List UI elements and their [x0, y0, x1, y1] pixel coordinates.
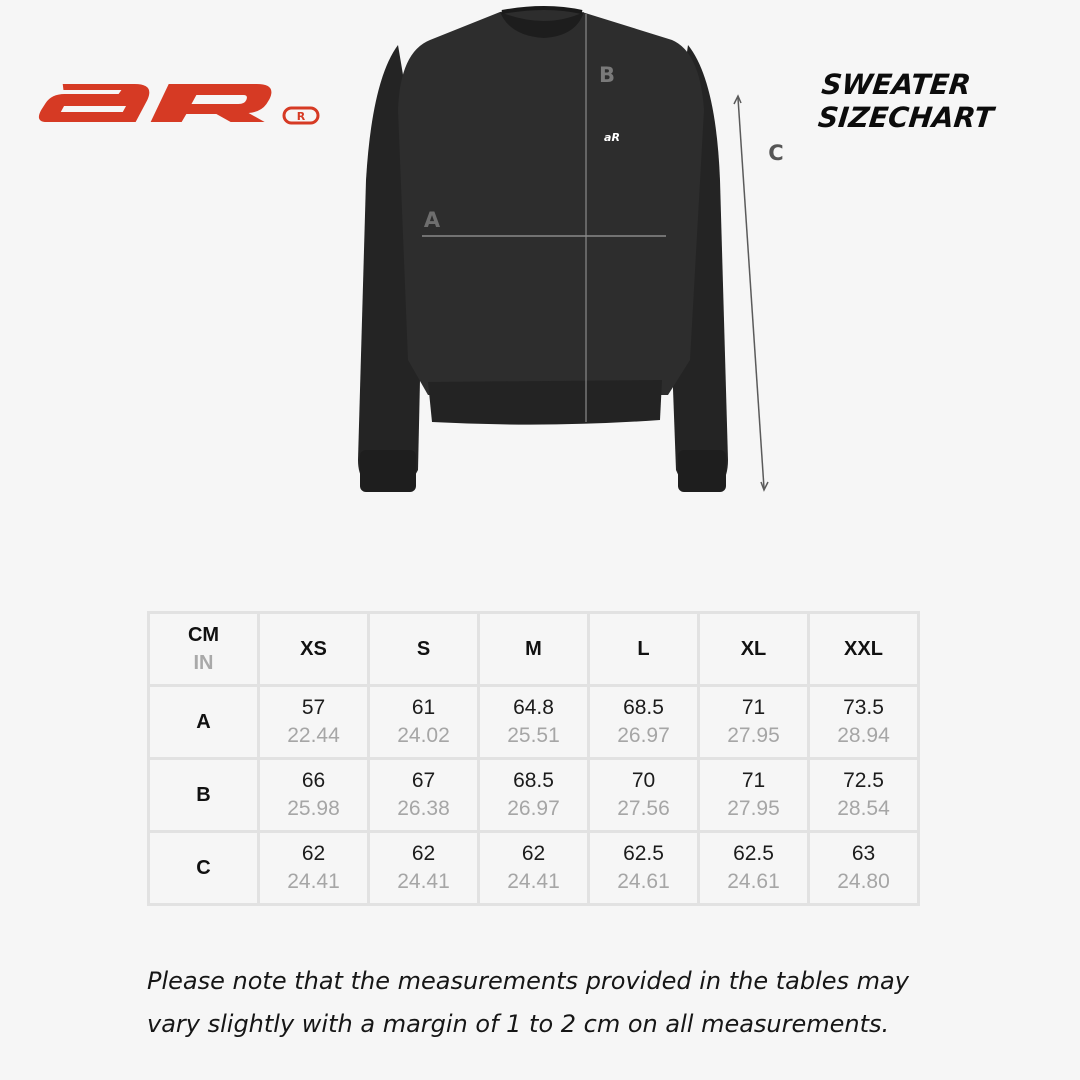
size-header-xxl: XXL — [810, 614, 917, 684]
size-header-xl: XL — [700, 614, 807, 684]
measure-line-c — [738, 98, 764, 488]
sweater-illustration — [358, 8, 728, 492]
table-cell — [810, 833, 917, 903]
registered-mark-icon — [284, 108, 318, 123]
table-cell — [590, 833, 697, 903]
value-in: 27.95 — [727, 797, 780, 820]
table-row-c — [150, 833, 917, 903]
value-in: 24.02 — [397, 724, 450, 747]
table-cell — [480, 760, 587, 830]
value-cm: 57 — [301, 696, 326, 719]
value-cm: 62 — [301, 842, 326, 865]
value-in: 24.80 — [837, 870, 890, 893]
table-row-a — [150, 687, 917, 757]
svg-text:R: R — [296, 110, 306, 123]
table-cell — [700, 760, 807, 830]
value-cm: 71 — [741, 696, 766, 719]
value-in: 28.54 — [837, 797, 890, 820]
row-label-a: A — [150, 687, 257, 757]
value-in: 24.41 — [507, 870, 560, 893]
brand-logo — [44, 78, 324, 128]
unit-header-cell — [150, 614, 257, 684]
table-cell — [370, 833, 477, 903]
size-header-s: S — [370, 614, 477, 684]
value-cm: 66 — [301, 769, 326, 792]
chest-logo: aR — [604, 131, 620, 144]
title-line-2: SIZECHART — [816, 101, 996, 134]
unit-cm-label: CM — [187, 624, 220, 646]
logo-lettermark — [38, 84, 274, 122]
table-cell — [810, 687, 917, 757]
value-in: 28.94 — [837, 724, 890, 747]
table-cell — [810, 760, 917, 830]
value-cm: 62.5 — [623, 842, 664, 865]
value-cm: 62 — [411, 842, 436, 865]
value-in: 25.98 — [287, 797, 340, 820]
value-in: 22.44 — [287, 724, 340, 747]
value-cm: 67 — [411, 769, 436, 792]
value-in: 26.97 — [617, 724, 670, 747]
sweater-diagram — [340, 0, 784, 520]
value-in: 27.56 — [617, 797, 670, 820]
value-in: 24.61 — [727, 870, 780, 893]
page-title — [817, 68, 999, 134]
row-label-c: C — [150, 833, 257, 903]
size-header-xs: XS — [260, 614, 367, 684]
value-cm: 68.5 — [513, 769, 554, 792]
unit-in-label: IN — [193, 652, 214, 674]
value-cm: 61 — [411, 696, 436, 719]
value-in: 26.38 — [397, 797, 450, 820]
value-in: 24.41 — [397, 870, 450, 893]
table-cell — [700, 687, 807, 757]
value-in: 27.95 — [727, 724, 780, 747]
value-cm: 62.5 — [733, 842, 774, 865]
value-cm: 73.5 — [843, 696, 884, 719]
value-in: 25.51 — [507, 724, 560, 747]
value-in: 24.61 — [617, 870, 670, 893]
size-table — [147, 611, 920, 906]
value-cm: 68.5 — [623, 696, 664, 719]
table-row-b — [150, 760, 917, 830]
size-header-l: L — [590, 614, 697, 684]
value-cm: 64.8 — [513, 696, 554, 719]
table-cell — [370, 687, 477, 757]
value-cm: 63 — [851, 842, 876, 865]
value-cm: 72.5 — [843, 769, 884, 792]
table-cell — [480, 687, 587, 757]
table-cell — [260, 760, 367, 830]
value-cm: 70 — [631, 769, 656, 792]
title-line-1: SWEATER — [820, 68, 973, 101]
table-cell — [370, 760, 477, 830]
value-cm: 62 — [521, 842, 546, 865]
table-cell — [700, 833, 807, 903]
label-c: C — [768, 141, 784, 165]
size-header-m: M — [480, 614, 587, 684]
value-in: 24.41 — [287, 870, 340, 893]
label-b: B — [598, 63, 616, 87]
table-cell — [590, 687, 697, 757]
label-a: A — [423, 208, 441, 232]
value-in: 26.97 — [507, 797, 560, 820]
table-header-row — [150, 614, 917, 684]
table-cell — [260, 833, 367, 903]
table-cell — [590, 760, 697, 830]
value-cm: 71 — [741, 769, 766, 792]
measurement-note: Please note that the measurements provided in the tables may vary slightly with a margin of 1 to 2 cm on all measurements. — [147, 967, 909, 1038]
table-cell — [260, 687, 367, 757]
table-cell — [480, 833, 587, 903]
row-label-b: B — [150, 760, 257, 830]
